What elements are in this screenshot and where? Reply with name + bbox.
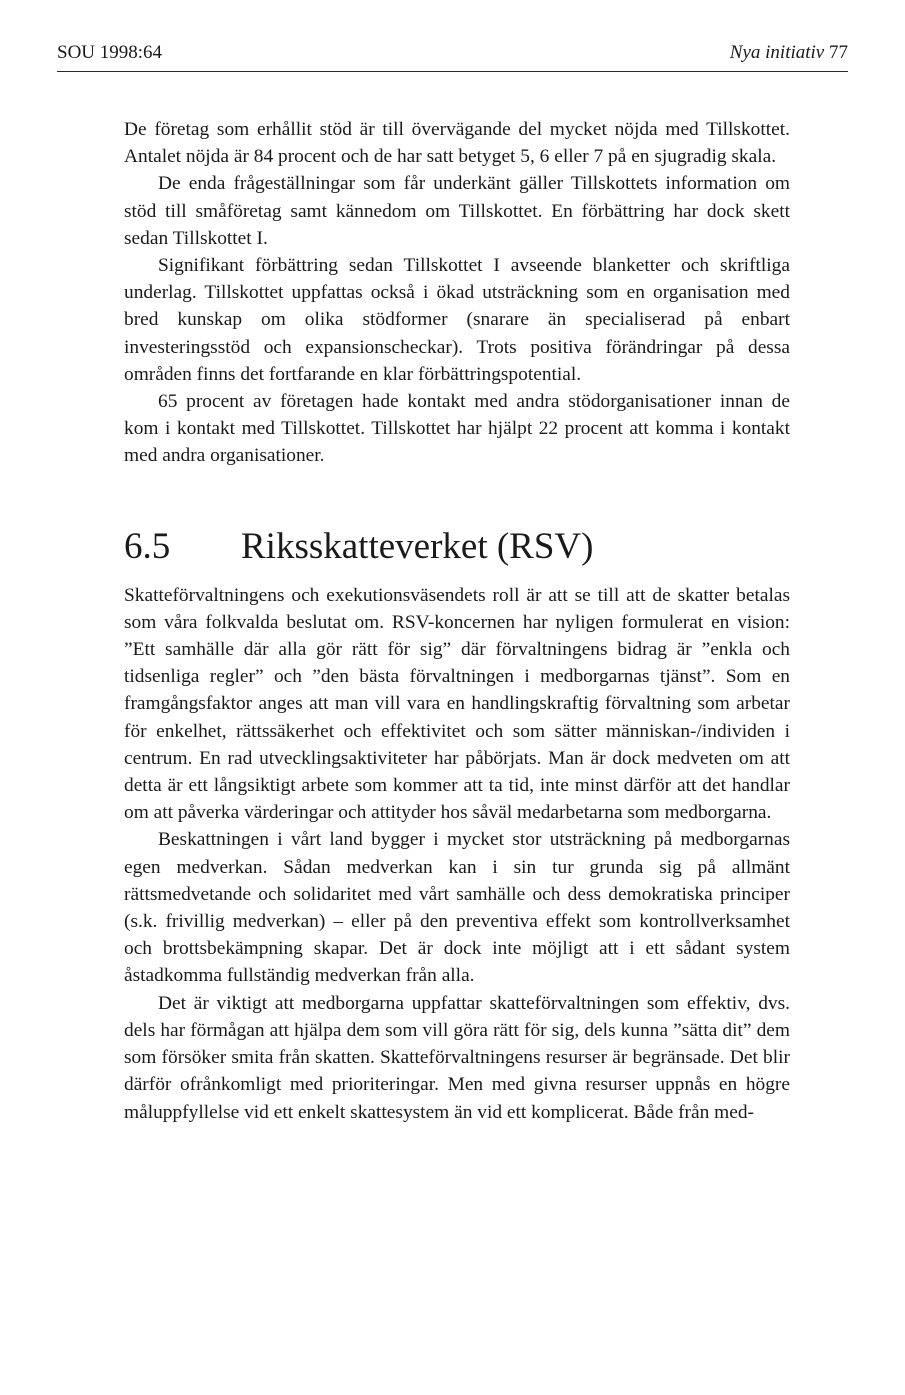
paragraph: Det är viktigt att medborgarna uppfattar skatteförvaltningen som effektiv, dvs. dels har förmågan att hjälpa dem som vill göra rätt för sig, dels kunna ”sätta dit” dem som försöker smita från skatten. Skatteförvaltningens resurser är begränsade. Det blir därför ofrånkomligt med prioriteringar. Men med givna resurser uppnås en högre måluppfyllelse vid ett enkelt skattesystem än vid ett komplicerat. Både från med-	[124, 992, 790, 1123]
section-heading	[124, 522, 790, 572]
paragraph: Skatteförvaltningens och exekutionsväsendets roll är att se till att de skatter betalas som våra folkvalda beslutat om. RSV-koncernen har nyligen formulerat en vision: ”Ett samhälle där alla gör rätt för sig” där förvaltningens bidrag är ”enkla och tidsenliga regler” och ”den bästa förvaltningen i medborgarnas tjänst”. Som en framgångsfaktor anges att man vill vara en handlingskraftig förvaltning som arbetar för enkelhet, rättssäkerhet och effektivitet och som sätter människan-/individen i centrum. En rad utvecklingsaktiviteter har påbörjats. Man är dock medveten om att detta är ett långsiktigt arbete som kommer att ta tid, inte minst därför att det handlar om att påverka värderingar och attityder hos såväl medarbetarna som medborgarna.	[124, 584, 790, 824]
page-number: 77	[829, 42, 848, 63]
paragraph: 65 procent av företagen hade kontakt med andra stödorganisationer innan de kom i kontakt med Tillskottet. Tillskottet har hjälpt 22 procent att komma i kontakt med andra organisationer.	[124, 391, 790, 467]
paragraph: De företag som erhållit stöd är till övervägande del mycket nöjda med Tillskottet. Antalet nöjda är 84 procent och de har satt betyget 5, 6 eller 7 på en sjugradig skala.	[124, 119, 790, 168]
paragraph: De enda frågeställningar som får underkänt gäller Tillskottets information om stöd till småföretag samt kännedom om Tillskottet. En förbättring har dock skett sedan Tillskottet I.	[124, 173, 790, 249]
paragraph: Beskattningen i vårt land bygger i mycket stor utsträckning på medborgarnas egen medverkan. Sådan medverkan kan i sin tur grunda sig på allmänt rättsmedvetande och solidaritet med vårt samhälle och dess demokratiska principer (s.k. frivillig medverkan) – eller på den preventiva effekt som kontrollverksamhet och brottsbekämpning skapar. Det är dock inte möjligt att i ett sådant system åstadkomma fullständig medverkan från alla.	[124, 829, 790, 987]
section-number: 6.5	[124, 525, 171, 567]
report-identifier: SOU 1998:64	[57, 42, 163, 63]
running-header	[57, 32, 848, 72]
section-title: Riksskatteverket (RSV)	[241, 525, 594, 567]
body-text	[124, 116, 790, 1126]
running-title: Nya initiativ	[729, 42, 825, 63]
paragraph: Signifikant förbättring sedan Tillskottet I avseende blanketter och skriftliga underlag. Tillskottet uppfattas också i ökad utsträckning som en organisation med bred kunskap om olika stödformer (snarare än specialiserad på enbart investeringsstöd och expansionscheckar). Trots positiva förändringar på dessa områden finns det fortfarande en klar förbättringspotential.	[124, 255, 790, 385]
running-title-and-page	[730, 41, 848, 65]
